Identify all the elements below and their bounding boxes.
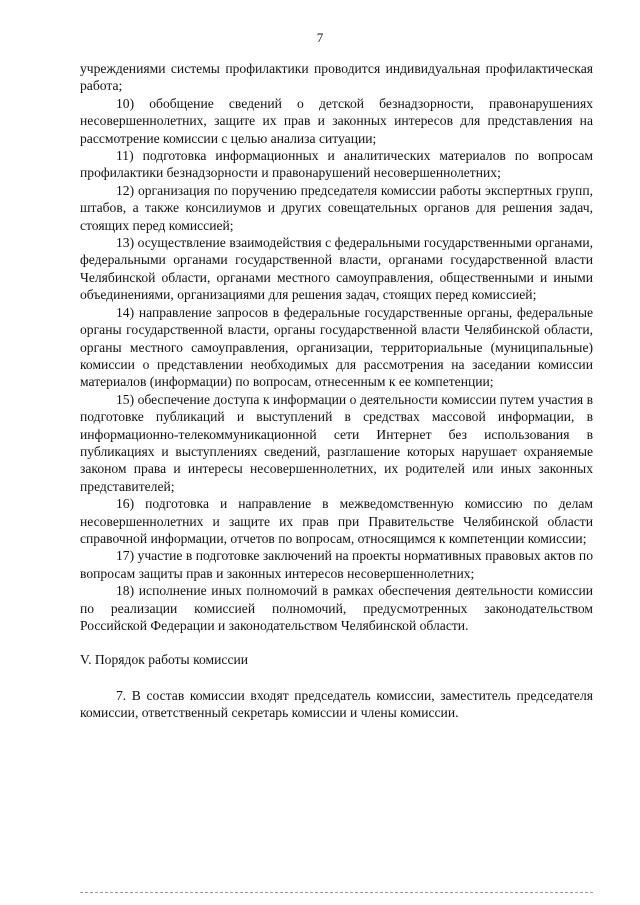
paragraph-item-16: 16) подготовка и направление в межведомственную комиссию по делам несовершеннолетних и защите их прав при Правительстве Челябинской области справочной информации, отчетов по вопросам, относящимся к компетенции комиссии;	[80, 496, 593, 546]
paragraph-item-10: 10) обобщение сведений о детской безнадзорности, правонарушениях несовершеннолетних, защите их прав и законных интересов для представления на рассмотрение комиссии с целью анализа ситуации;	[80, 95, 593, 146]
section-heading: V. Порядок работы комиссии	[80, 652, 249, 668]
page-number: 7	[316, 30, 324, 45]
paragraph-item-17: 17) участие в подготовке заключений на проекты нормативных правовых актов по вопросам защиты прав и законных интересов несовершеннолетних;	[80, 548, 593, 581]
paragraph-continuation: учреждениями системы профилактики проводится индивидуальная профилактическая работа;	[80, 61, 593, 94]
paragraph-item-11: 11) подготовка информационных и аналитических материалов по вопросам профилактики безнадзорности и правонарушений несовершеннолетних;	[80, 148, 593, 181]
paragraph-clause-7: 7. В состав комиссии входят председатель комиссии, заместитель председателя комиссии, ответственный секретарь комиссии и члены комиссии.	[80, 687, 593, 721]
document-body	[80, 60, 593, 722]
paragraph-item-13: 13) осуществление взаимодействия с федеральными государственными органами, федеральными органами государственной власти, органами государственной власти Челябинской области, органами местного самоуправления, общественными и иными объединениями, организациями для решения задач, стоящих перед комиссией;	[80, 235, 593, 303]
paragraph-item-12: 12) организация по поручению председателя комиссии работы экспертных групп, штабов, а также консилиумов и других совещательных органов для решения задач, стоящих перед комиссией;	[80, 182, 593, 233]
paragraph-item-18: 18) исполнение иных полномочий в рамках обеспечения деятельности комиссии по реализации комиссией полномочий, предусмотренных законодательством Российской Федерации и законодательством Челябинской области.	[80, 583, 593, 633]
footer-divider	[80, 892, 593, 893]
paragraph-item-15: 15) обеспечение доступа к информации о деятельности комиссии путем участия в подготовке публикаций и выступлений в средствах массовой информации, в информационно-телекоммуникационной сети Интернет без использования в публикациях и выступлениях сведений, разглашение которых нарушает охраняемые законом права и интересы несовершеннолетних, их родителей или иных законных представителей;	[80, 391, 593, 494]
paragraph-item-14: 14) направление запросов в федеральные государственные органы, федеральные органы государственной власти, органы государственной власти Челябинской области, органы местного самоуправления, организации, территориальные (муниципальные) комиссии о представлении необходимых для рассмотрения на заседании комиссии материалов (информации) по вопросам, отнесенным к ее компетенции;	[80, 304, 593, 390]
